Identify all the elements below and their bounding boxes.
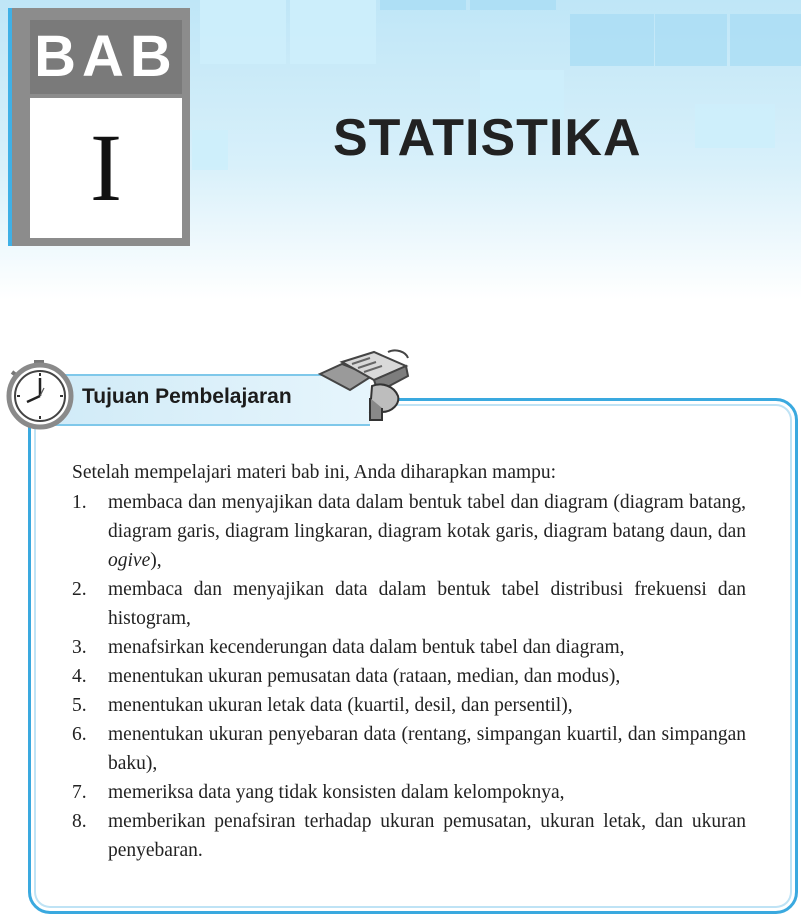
list-number: 1. (72, 492, 87, 513)
list-text: memeriksa data yang tidak konsisten dalam kelompoknya, (108, 782, 565, 803)
list-number: 3. (72, 637, 87, 658)
list-item (72, 778, 746, 807)
chapter-number: I (30, 98, 182, 238)
learning-goals-intro: Setelah mempelajari materi bab ini, Anda diharapkan mampu: (72, 462, 557, 483)
list-number: 5. (72, 695, 87, 716)
list-number: 7. (72, 782, 87, 803)
learning-goals-list (72, 488, 746, 865)
list-item (72, 662, 746, 691)
list-item (72, 720, 746, 778)
header-tile (655, 14, 727, 66)
list-item (72, 575, 746, 633)
list-number: 4. (72, 666, 87, 687)
header-tile (290, 0, 376, 64)
chapter-badge (12, 8, 190, 246)
chapter-label: BAB (30, 20, 182, 94)
list-item (72, 807, 746, 865)
stopwatch-icon (4, 358, 76, 430)
hand-holding-book-icon (312, 346, 416, 422)
header-tile (695, 104, 775, 148)
list-item (72, 633, 746, 662)
header-tile (380, 0, 466, 10)
list-number: 8. (72, 811, 87, 832)
learning-goals-heading: Tujuan Pembelajaran (82, 385, 292, 408)
list-text: membaca dan menyajikan data dalam bentuk tabel dan diagram (diagram batang, diagram garis, diagram lingkaran, diagram kotak garis, diagram batang daun, dan (108, 492, 746, 542)
header-tile (200, 0, 286, 64)
list-item (72, 691, 746, 720)
header-tile (570, 14, 654, 66)
header-tile (192, 130, 228, 170)
list-number: 2. (72, 579, 87, 600)
list-text: menentukan ukuran penyebaran data (rentang, simpangan kuartil, dan simpangan baku), (108, 724, 746, 774)
list-number: 6. (72, 724, 87, 745)
header-tile (470, 0, 556, 10)
list-text: menentukan ukuran letak data (kuartil, desil, dan persentil), (108, 695, 573, 716)
list-text: memberikan penafsiran terhadap ukuran pemusatan, ukuran letak, dan ukuran penyebaran. (108, 811, 746, 861)
list-text: membaca dan menyajikan data dalam bentuk tabel distribusi frekuensi dan histogram, (108, 579, 746, 629)
list-text-italic: ogive (108, 550, 151, 571)
list-text: menafsirkan kecenderungan data dalam bentuk tabel dan diagram, (108, 637, 625, 658)
list-text: ), (150, 550, 162, 571)
list-text: menentukan ukuran pemusatan data (rataan, median, dan modus), (108, 666, 621, 687)
header-tile (730, 14, 801, 66)
list-item (72, 488, 746, 575)
page-title: STATISTIKA (333, 109, 642, 167)
learning-goals-content (72, 458, 746, 865)
